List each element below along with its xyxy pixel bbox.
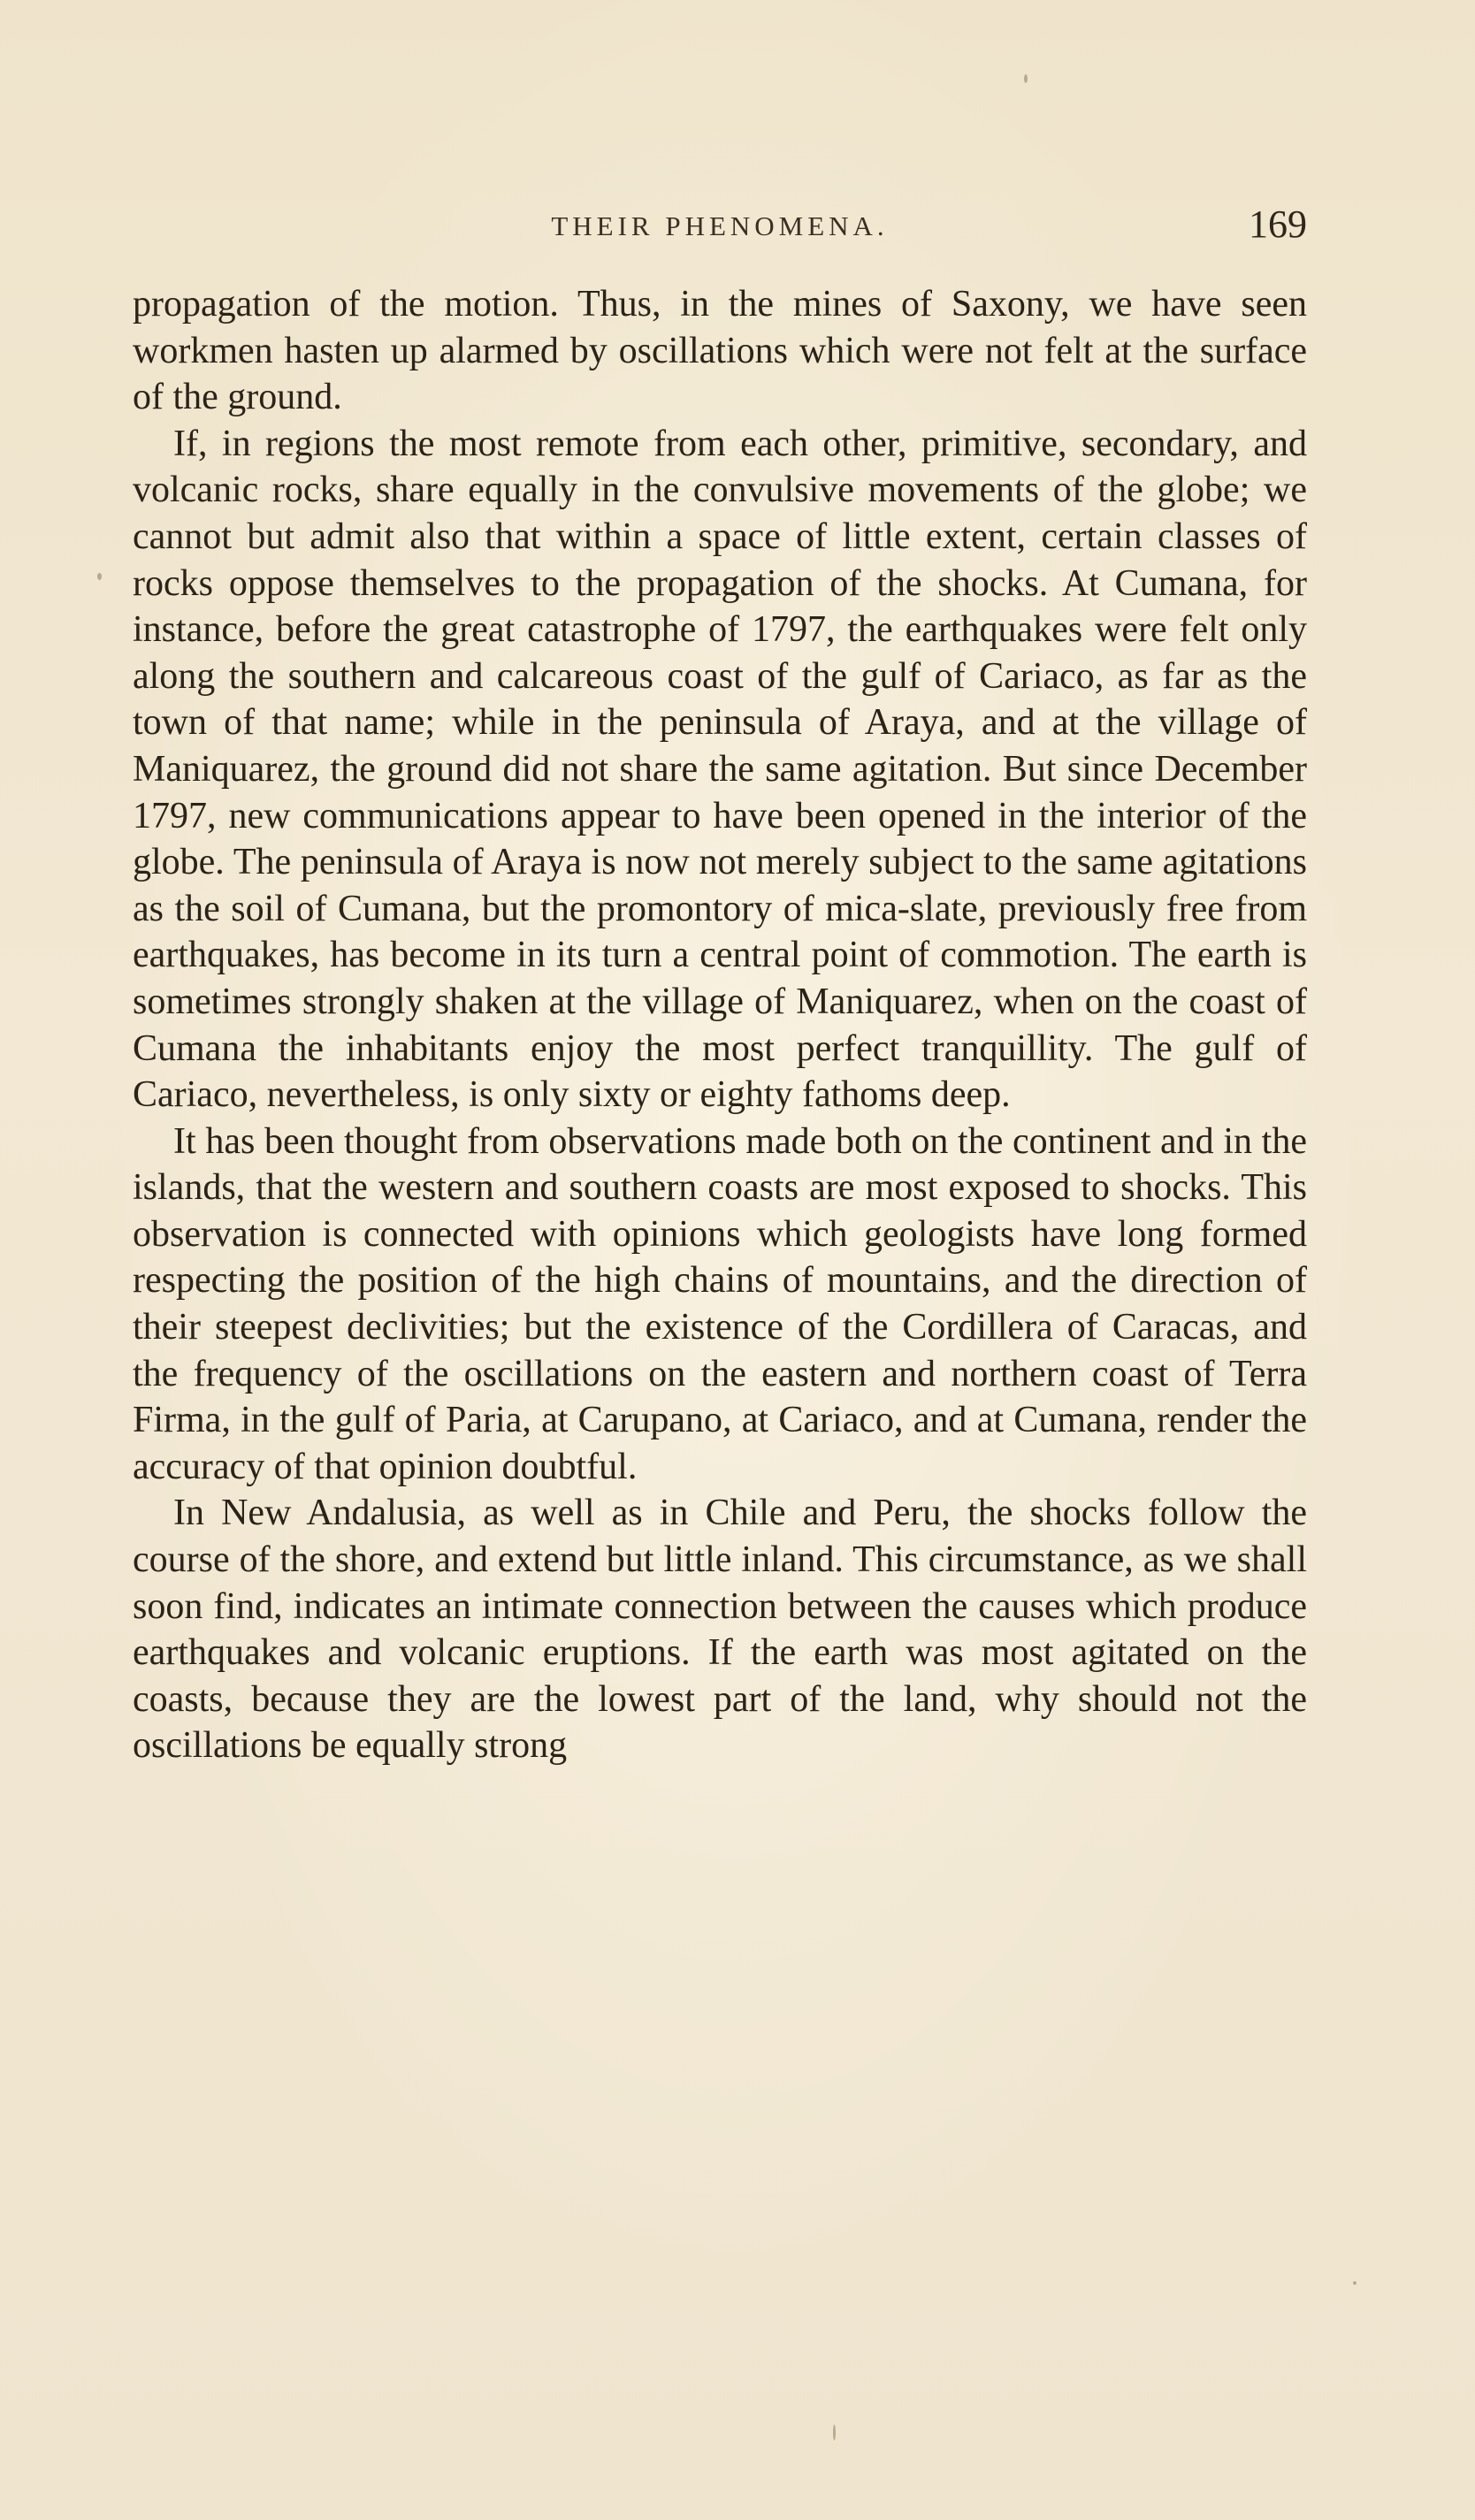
paper-speck [1024,74,1028,83]
paper-speck [833,2425,836,2440]
paragraph: In New Andalusia, as well as in Chile and Peru, the shocks follow the course of the shore, and extend but little inland. This circumstance, as we shall soon find, indicates an intimate connection between the causes which produce earthquakes and volcanic eruptions. If the earth was most agitated on the coasts, because they are the lowest part of the land, why should not the oscillations be equally strong [133,1493,1307,1767]
paper-speck [1353,2281,1357,2285]
paragraph: propagation of the motion. Thus, in the mines of Saxony, we have seen workmen hasten up alarmed by oscillations which were not felt at the surface of the ground. [133,284,1307,418]
paragraph: It has been thought from observations made both on the continent and in the islands, that the western and southern coasts are most exposed to shocks. This observation is connected with opinions which geologists have long formed respecting the position of the high chains of mountains, and the direction of their steepest declivities; but the existence of the Cordillera of Caracas, and the frequency of the oscillations on the eastern and northern coast of Terra Firma, in the gulf of Paria, at Carupano, at Cariaco, and at Cumana, render the accuracy of that opinion doubtful. [133,1120,1307,1487]
running-title: THEIR PHENOMENA. [551,210,889,241]
paragraph: If, in regions the most remote from each other, primitive, secondary, and volcanic rocks, share equally in the convulsive movements of the globe; we cannot but admit also that within a space of little extent, certain classes of rocks oppose themselves to the propagation of the shocks. At Cumana, for instance, before the great catastrophe of 1797, the earthquakes were felt only along the southern and calcareous coast of the gulf of Cariaco, as far as the town of that name; while in the peninsula of Araya, and at the village of Maniquarez, the ground did not share the same agitation. But since December 1797, new communications appear to have been opened in the interior of the globe. The peninsula of Araya is now not merely subject to the same agitations as the soil of Cumana, but the promontory of mica-slate, previously free from earthquakes, has become in its turn a central point of commotion. The earth is sometimes strongly shaken at the village of Maniquarez, when on the coast of Cumana the inhabitants enjoy the most perfect tranquillity. The gulf of Cariaco, nevertheless, is only sixty or eighty fathoms deep. [133,423,1307,1116]
page-number: 169 [1249,202,1307,246]
running-head [133,202,1307,255]
body-text [133,281,1307,2191]
paper-speck [97,573,102,580]
